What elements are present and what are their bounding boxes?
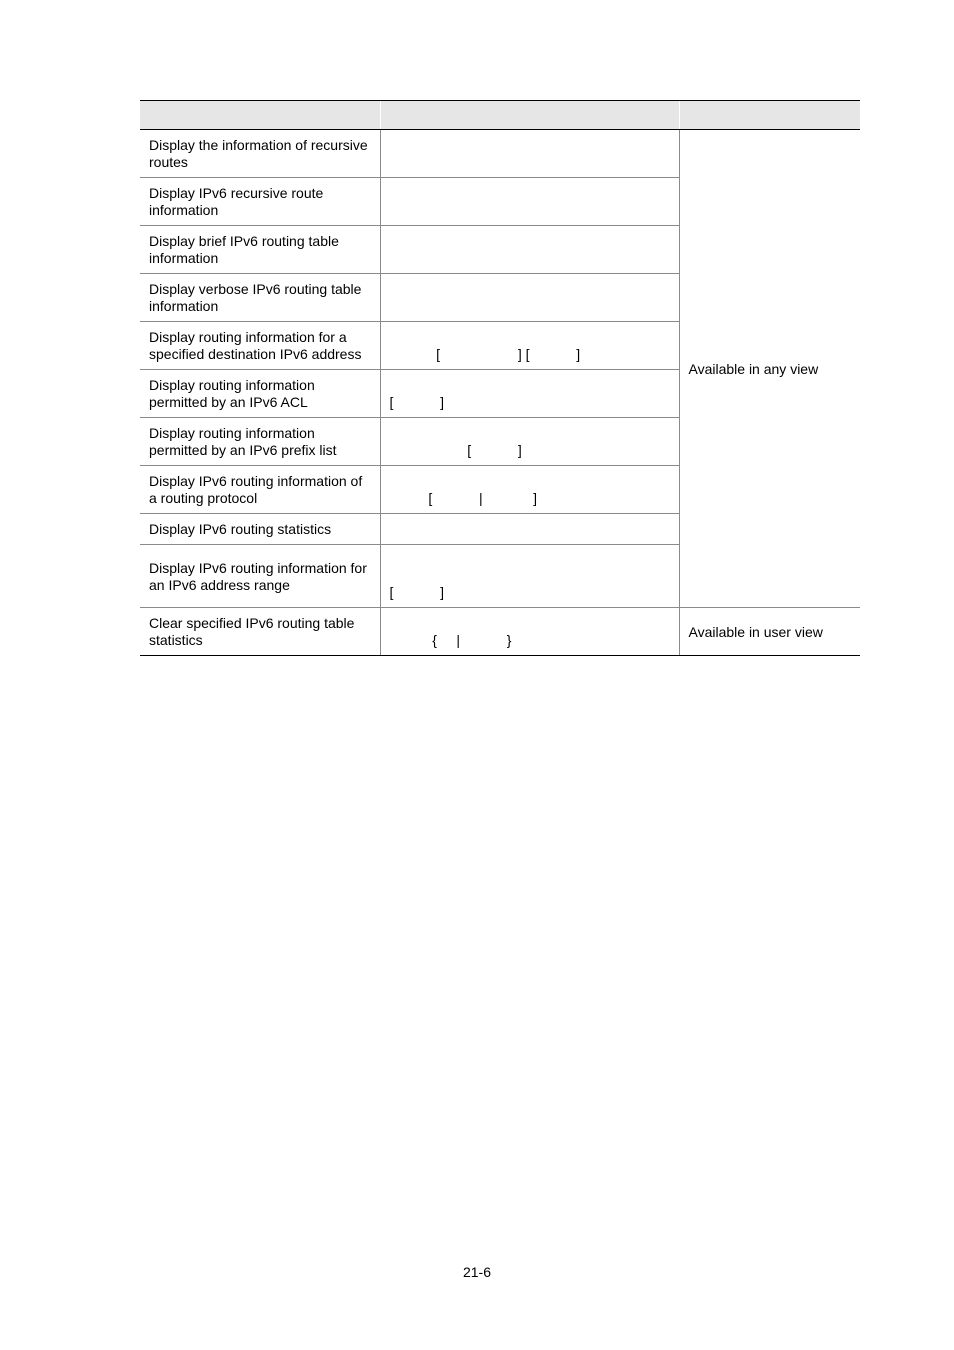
row-description: Display verbose IPv6 routing table information [140, 274, 380, 322]
row-command [380, 178, 679, 226]
header-command [380, 101, 679, 130]
row-description: Display routing information permitted by an IPv6 ACL [140, 370, 380, 418]
row-command: [ ] [ ] [380, 322, 679, 370]
row-command: [ ] [380, 418, 679, 466]
row-command [380, 274, 679, 322]
row-command [380, 514, 679, 545]
row-description: Display IPv6 routing statistics [140, 514, 380, 545]
row-command [380, 130, 679, 178]
row-description: Display brief IPv6 routing table information [140, 226, 380, 274]
row-description: Clear specified IPv6 routing table statistics [140, 608, 380, 656]
table-row [140, 608, 860, 656]
row-description: Display IPv6 recursive route information [140, 178, 380, 226]
remark-any-view: Available in any view [679, 130, 860, 608]
row-description: Display routing information permitted by an IPv6 prefix list [140, 418, 380, 466]
row-description: Display routing information for a specified destination IPv6 address [140, 322, 380, 370]
header-operation [140, 101, 380, 130]
header-remarks [679, 101, 860, 130]
row-description: Display IPv6 routing information for an IPv6 address range [140, 545, 380, 608]
row-command: [ | ] [380, 466, 679, 514]
row-command: { | } [380, 608, 679, 656]
command-table [140, 100, 860, 656]
table-header-row [140, 101, 860, 130]
remark-user-view: Available in user view [679, 608, 860, 656]
row-description: Display IPv6 routing information of a routing protocol [140, 466, 380, 514]
row-command: [ ] [380, 545, 679, 608]
row-command: [ ] [380, 370, 679, 418]
row-description: Display the information of recursive routes [140, 130, 380, 178]
page-number: 21-6 [462, 1264, 492, 1280]
row-command [380, 226, 679, 274]
table-row [140, 130, 860, 178]
